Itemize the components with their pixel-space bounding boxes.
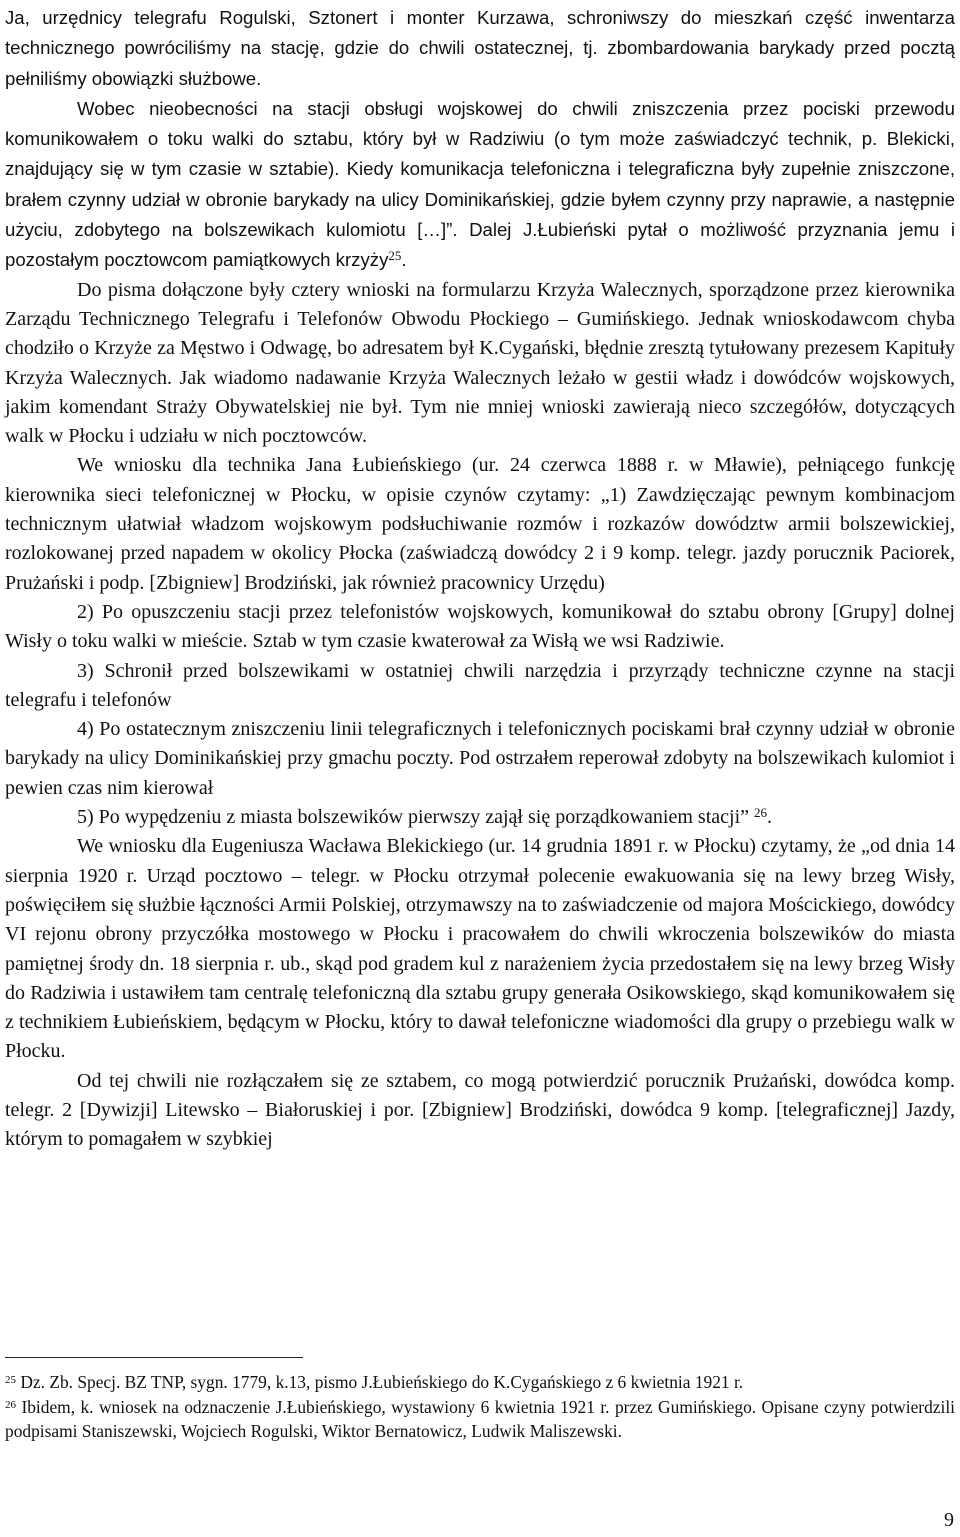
footnote-number: 26 — [5, 1398, 16, 1411]
paragraph-p4 — [5, 451, 955, 597]
text-run: Ja, urzędnicy telegrafu Rogulski, Sztonert i monter Kurzawa, schroniwszy do mieszkań część inwentarza technicznego powróciliśmy na stację, gdzie do chwili ostatecznej, tj. zbombardowania barykady przed pocztą pełniliśmy obowiązki służbowe. — [5, 7, 955, 89]
text-run: Do pisma dołączone były cztery wnioski na formularzu Krzyża Walecznych, sporządzone przez kierownika Zarządu Technicznego Telegrafu i Telefonów Obwodu Płockiego – Gumińskiego. Jednak wnioskodawcom chyba chodziło o Krzyże za Męstwo i Odwagę, bo adresatem był K.Cygański, błędnie zresztą tytułowany prezesem Kapituły Krzyża Walecznych. Jak wiadomo nadawanie Krzyża Walecznych leżało w gestii władz i dowódców wojskowych, jakim komendant Straży Obywatelskiej nie był. Tym nie mniej wnioski zawierają nieco szczegółów, dotyczących walk w Płocku i udziału w nich pocztowców. — [5, 278, 955, 448]
footnote-26 — [5, 1395, 955, 1444]
text-run: We wniosku dla Eugeniusza Wacława Blekickiego (ur. 14 grudnia 1891 r. w Płocku) czytamy, że „od dnia 14 sierpnia 1920 r. Urząd pocztowo – telegr. w Płocku otrzymał polecenie ewakuowania się na lewy brzeg Wisły, poświęciłem się służbie łączności Armii Polskiej, otrzymawszy na to zaświadczenie od majora Mościckiego, dowódcy VI rejonu obrony przyczółka mostowego w Płocku i pracowałem do chwili wkroczenia bolszewików do miasta pamiętnej środy dn. 18 sierpnia r. ub., skąd pod gradem kul z narażeniem życia przedostałem się na lewy brzeg Wisły do Radziwia i ustawiłem tam centralę telefoniczną dla sztabu grupy generała Osikowskiego, skąd komunikowałem się z technikiem Łubieńskiem, będącym w Płocku, który to dawał telefoniczne wiadomości dla grupy o przebiegu walk w Płocku. — [5, 835, 955, 1063]
text-run: 2) Po opuszczeniu stacji przez telefonistów wojskowych, komunikował do sztabu obrony [Grupy] dolnej Wisły o toku walki w mieście. Sztab w tym czasie kwaterował za Wisłą we wsi Radziwie. — [5, 600, 955, 653]
text-run: 3) Schronił przed bolszewikami w ostatniej chwili narzędzia i przyrządy techniczne czynne na stacji telegrafu i telefonów — [5, 659, 955, 711]
footnote-separator — [5, 1357, 303, 1358]
paragraph-p10 — [5, 1067, 955, 1155]
text-run: Wobec nieobecności na stacji obsługi wojskowej do chwili zniszczenia przez pociski przewodu komunikowałem o toku walki do sztabu, który był w Radziwiu (o tym może zaświadczyć technik, p. Blekicki, znajdujący się w tym czasie w sztabie). Kiedy komunikacja telefoniczna i telegraficzna były zupełnie zniszczone, brałem czynny udział w obronie barykady na ulicy Dominikańskiej, gdzie byłem czynny przy naprawie, a następnie użyciu, zdobytego na bolszewikach kulomiotu […]”. Dalej J.Łubieński pytał o możliwość przyznania jemu i pozostałym pocztowcom pamiątkowych krzyży — [5, 97, 955, 271]
paragraph-p9 — [5, 832, 955, 1066]
footnote-text: Dz. Zb. Specj. BZ TNP, sygn. 1779, k.13, pismo J.Łubieńskiego do K.Cygańskiego z 6 kwietnia 1921 r. — [16, 1372, 744, 1392]
text-run: 5) Po wypędzeniu z miasta bolszewików pierwszy zajął się porządkowaniem stacji” — [77, 806, 755, 829]
footnote-25 — [5, 1370, 955, 1395]
footnote-ref: 25 — [388, 248, 402, 264]
paragraph-p7 — [5, 715, 955, 803]
text-run: . — [767, 806, 773, 829]
body-text — [5, 3, 955, 1155]
footnote-text: Ibidem, k. wniosek na odznaczenie J.Łubieńskiego, wystawiony 6 kwietnia 1921 r. przez Gumińskiego. Opisane czyny potwierdzili podpisami Staniszewski, Wojciech Rogulski, Wiktor Bernatowicz, Ludwik Maliszewski. — [5, 1396, 955, 1441]
paragraph-p1 — [5, 3, 955, 94]
paragraph-p5 — [5, 598, 955, 657]
paragraph-p8 — [5, 803, 955, 832]
page-number: 9 — [944, 1509, 954, 1531]
paragraph-p6 — [5, 657, 955, 716]
footnote-ref: 26 — [754, 805, 768, 821]
text-run: . — [401, 249, 407, 271]
footnote-number: 25 — [5, 1374, 16, 1386]
text-run: Od tej chwili nie rozłączałem się ze sztabem, co mogą potwierdzić porucznik Prużański, dowódca komp. telegr. 2 [Dywizji] Litewsko – Białoruskiej i por. [Zbigniew] Brodziński, dowódca 9 komp. [telegraficznej] Jazdy, którym to pomagałem w szybkiej — [5, 1069, 955, 1151]
paragraph-p3 — [5, 276, 955, 452]
paragraph-p2 — [5, 94, 955, 276]
text-run: 4) Po ostatecznym zniszczeniu linii telegraficznych i telefonicznych pociskami brał czynny udział w obronie barykady na ulicy Dominikańskiej przy gmachu poczty. Pod ostrzałem reperował zdobyty na bolszewikach kulomiot i pewien czas nim kierował — [5, 718, 955, 799]
text-run: We wniosku dla technika Jana Łubieńskiego (ur. 24 czerwca 1888 r. w Mławie), pełniącego funkcję kierownika sieci telefonicznej w Płocku, w opisie czynów czytamy: „1) Zawdzięczając pewnym kombinacjom technicznym ułatwiał władzom wojskowym podsłuchiwanie rozmów i rozkazów dowództw armii bolszewickiej, rozlokowanej przed napadem w okolicy Płocka (zaświadczą dowódcy 2 i 9 komp. telegr. jazdy porucznik Paciorek, Prużański i podp. [Zbigniew] Brodziński, jak również pracownicy Urzędu) — [5, 454, 955, 594]
footnotes — [5, 1370, 955, 1444]
